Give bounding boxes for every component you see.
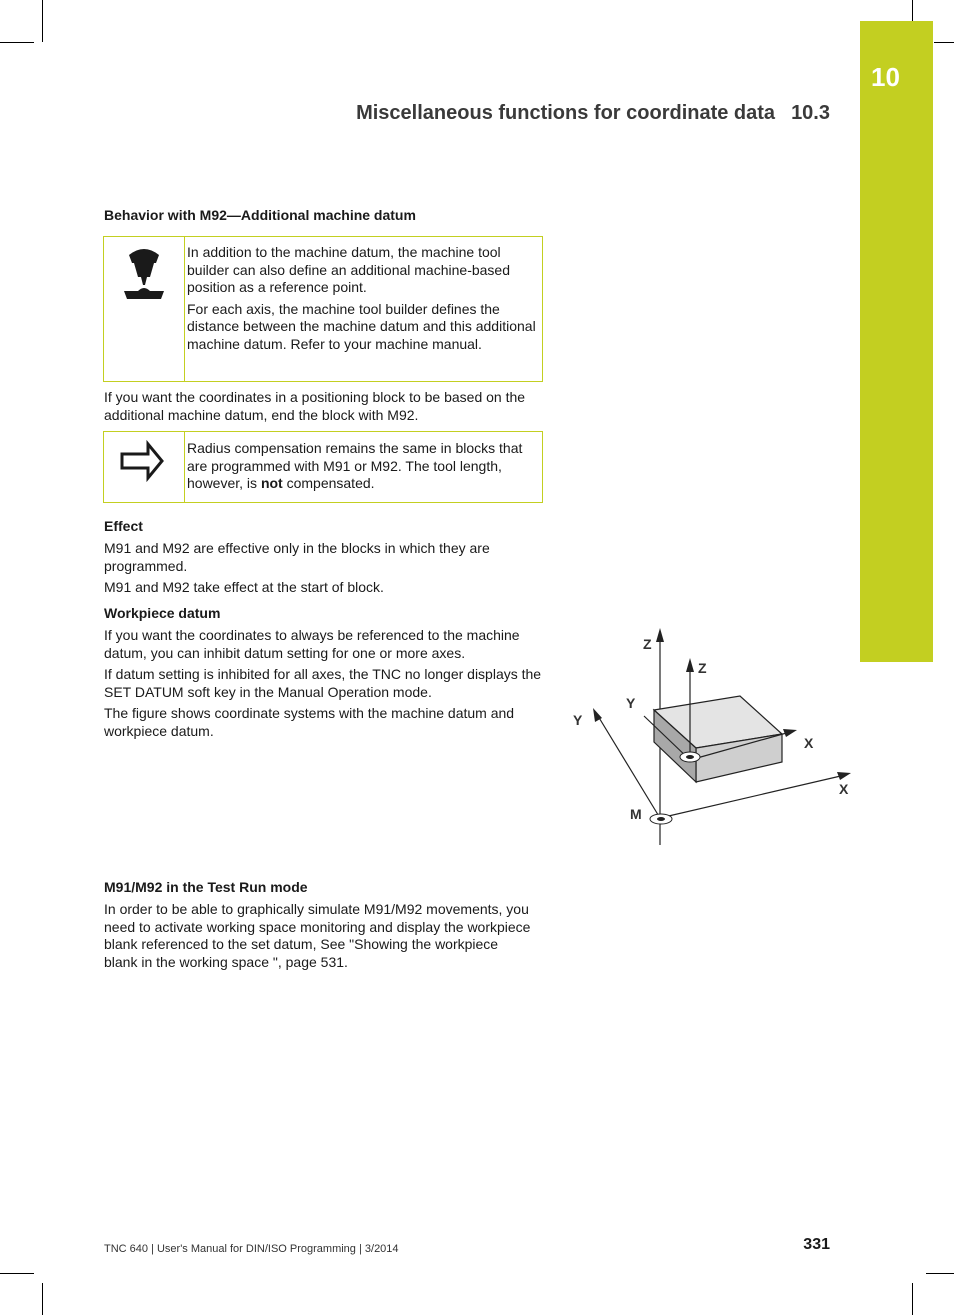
note-text (187, 244, 537, 357)
body-paragraph: In order to be able to graphically simulate M91/M92 movements, you need to activate working space monitoring and display the workpiece blank referenced to the set datum, See "Showing the workpiece blank in the working space ", page 531. (104, 901, 531, 970)
chapter-tab (860, 21, 933, 662)
workpiece-z-arrow (686, 658, 694, 672)
label-y-machine: Y (573, 712, 583, 728)
crop-mark (42, 1283, 43, 1315)
crop-mark (934, 42, 954, 43)
note-text-start: Radius compensation remains the same in blocks that are programmed with M91 or M92. The tool length, however, is (187, 440, 523, 491)
chapter-number: 10 (871, 62, 900, 92)
section-number: 10.3 (791, 102, 830, 124)
section-header (300, 102, 830, 125)
heading-workpiece-datum: Workpiece datum (104, 605, 221, 621)
crop-mark (926, 1273, 954, 1274)
label-y-workpiece: Y (626, 695, 636, 711)
note-paragraph: For each axis, the machine tool builder defines the distance between the machine datum and this additional machine datum. Refer to your machine manual. (187, 300, 536, 352)
page-number: 331 (803, 1236, 830, 1253)
note-divider (184, 432, 185, 502)
note-text (187, 440, 537, 497)
note-text-bold: not (260, 475, 283, 491)
crop-mark (0, 1273, 34, 1274)
label-z-machine: Z (643, 636, 652, 652)
note-paragraph (187, 440, 537, 493)
datum-figure (560, 620, 860, 855)
label-x-workpiece: X (804, 735, 814, 751)
body-paragraph: The figure shows coordinate systems with the machine datum and workpiece datum. (104, 705, 515, 739)
workpiece-x-arrow (783, 729, 797, 737)
label-z-workpiece: Z (698, 660, 707, 676)
label-m: M (630, 806, 642, 822)
crop-mark (0, 42, 34, 43)
body-paragraph: If you want the coordinates to always be referenced to the machine datum, you can inhibit datum setting for one or more axes. (104, 627, 520, 661)
workpiece-datum-symbol (680, 752, 700, 762)
machine-x-axis (660, 775, 845, 818)
body-paragraph: If you want the coordinates in a positioning block to be based on the additional machine datum, end the block with M92. (104, 389, 526, 423)
machine-tool-icon (104, 237, 184, 322)
crop-mark (42, 0, 43, 42)
body-paragraph: M91 and M92 take effect at the start of block. (104, 579, 384, 595)
section-title: Miscellaneous functions for coordinate data (356, 102, 776, 124)
body-paragraph: If datum setting is inhibited for all axes, the TNC no longer displays the SET DATUM soft key in the Manual Operation mode. (104, 666, 542, 700)
label-x-machine: X (839, 781, 849, 797)
crop-mark (912, 0, 913, 22)
machine-datum-symbol (650, 814, 672, 824)
arrow-right-icon (104, 432, 184, 497)
heading-test-run: M91/M92 in the Test Run mode (104, 879, 308, 895)
note-text-end: compensated. (282, 475, 375, 491)
note-box-radius-compensation (103, 431, 543, 503)
crop-mark (912, 1283, 913, 1315)
note-divider (184, 237, 185, 381)
heading-m92: Behavior with M92—Additional machine datum (104, 207, 416, 223)
heading-effect: Effect (104, 518, 143, 534)
machine-z-arrow (656, 628, 664, 642)
body-paragraph: M91 and M92 are effective only in the blocks in which they are programmed. (104, 540, 490, 574)
machine-y-axis (598, 716, 660, 818)
machine-x-arrow (837, 772, 851, 780)
footer-text: TNC 640 | User's Manual for DIN/ISO Programming | 3/2014 (104, 1243, 399, 1255)
note-box-machine-datum (103, 236, 543, 382)
note-paragraph: In addition to the machine datum, the machine tool builder can also define an additional machine-based position as a reference point. (187, 244, 510, 295)
